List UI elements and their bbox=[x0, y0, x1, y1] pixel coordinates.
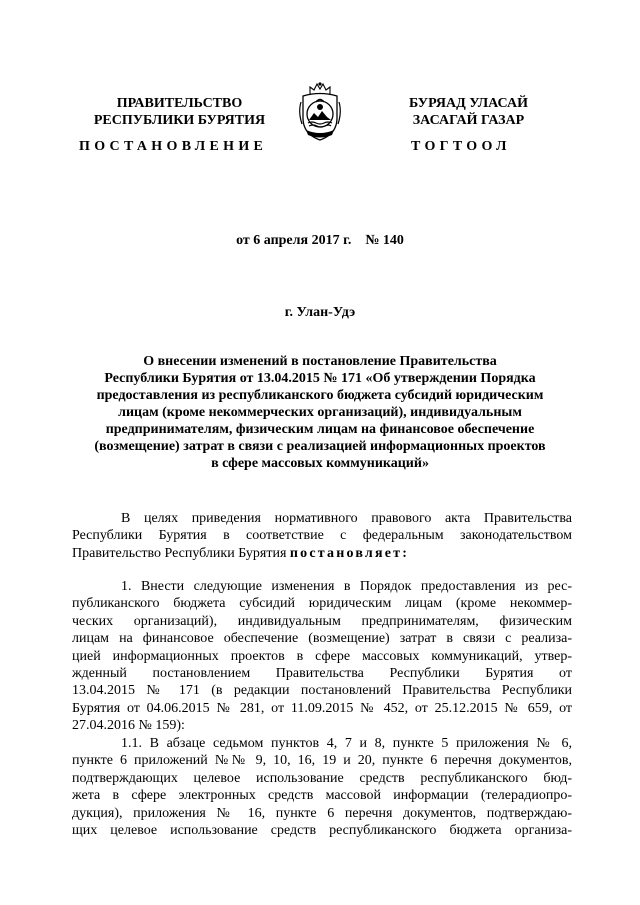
header-right-line1: БУРЯАД УЛАСАЙ bbox=[409, 96, 528, 111]
paragraph-line: Бурятия от 04.06.2015 № 281, от 11.09.2015 № 452, от 25.12.2015 № 659, от bbox=[72, 700, 572, 716]
doc-type-left: ПОСТАНОВЛЕНИЕ bbox=[79, 139, 268, 154]
header-right-line2: ЗАСАГАЙ ГАЗАР bbox=[412, 113, 525, 128]
city: г. Улан-Удэ bbox=[284, 305, 356, 320]
paragraph-line: жденный постановлением Правительства Республики Бурятия от bbox=[72, 666, 572, 682]
title-line: О внесении изменений в постановление Правительства bbox=[143, 354, 497, 369]
paragraph-line: щих целевое использование средств республиканского бюджета организа- bbox=[72, 823, 572, 839]
preamble-line: Республики Бурятия в соответствие с федеральным законодательством bbox=[72, 528, 572, 544]
title-line: в сфере массовых коммуникаций» bbox=[211, 456, 429, 471]
preamble-line bbox=[72, 545, 572, 562]
paragraph-line: цией информационных проектов в сфере массовых коммуникаций, утвер- bbox=[72, 648, 572, 664]
resolves-keyword: постановляет: bbox=[289, 545, 410, 561]
paragraph-line: 27.04.2016 № 159): bbox=[72, 718, 185, 734]
preamble-line: В целях приведения нормативного правового акта Правительства bbox=[121, 511, 572, 526]
paragraph-line: жета в сфере электронных средств массовой информации (телерадиопро- bbox=[72, 788, 572, 804]
doc-type-right: ТОГТООЛ bbox=[411, 139, 511, 154]
preamble bbox=[72, 510, 572, 562]
paragraph-1 bbox=[72, 578, 572, 735]
title-line: лицам (кроме некоммерческих организаций), индивидуальным bbox=[118, 405, 522, 420]
header-left-line1: ПРАВИТЕЛЬСТВО bbox=[116, 96, 243, 111]
header-left-line2: РЕСПУБЛИКИ БУРЯТИЯ bbox=[93, 113, 266, 128]
paragraph-line: 13.04.2015 № 171 (в редакции постановлений Правительства Республики bbox=[72, 683, 572, 699]
preamble-text: Правительство Республики Бурятия bbox=[72, 545, 290, 561]
paragraph-1-1 bbox=[72, 735, 572, 839]
paragraph-line: публиканского бюджета субсидий юридическим лицам (кроме некоммер- bbox=[72, 596, 572, 612]
title-line: Республики Бурятия от 13.04.2015 № 171 «Об утверждении Порядка bbox=[104, 371, 536, 386]
title-line: (возмещение) затрат в связи с реализацией информационных проектов bbox=[94, 439, 546, 454]
paragraph-line: 1.1. В абзаце седьмом пунктов 4, 7 и 8, пункте 5 приложения № 6, bbox=[121, 736, 572, 751]
title-line: предпринимателям, физическим лицам на финансовое обеспечение bbox=[105, 422, 535, 437]
paragraph-line: дукция), приложения № 16, пункте 6 перечня документов, подтверждаю- bbox=[72, 805, 572, 821]
title-line: предоставления из республиканского бюджета субсидий юридическим bbox=[96, 388, 544, 403]
paragraph-line: лицам на финансовое обеспечение (возмещение) затрат в связи с реализа- bbox=[72, 631, 572, 647]
paragraph-line: пункте 6 приложений №№ 9, 10, 16, 19 и 20, пункте 6 перечня документов, bbox=[72, 753, 572, 769]
header-left bbox=[92, 95, 267, 129]
paragraph-line: подтверждающих целевое использование средств республиканского бюд- bbox=[72, 770, 572, 786]
paragraph-line: ческих организаций), индивидуальным предпринимателям, физическим bbox=[72, 613, 572, 629]
paragraph-line: 1. Внести следующие изменения в Порядок предоставления из рес- bbox=[121, 579, 572, 594]
header-right bbox=[381, 95, 556, 129]
date-line: от 6 апреля 2017 г. № 140 bbox=[236, 233, 404, 248]
coat-of-arms-icon bbox=[297, 80, 343, 144]
document-title bbox=[60, 353, 580, 472]
